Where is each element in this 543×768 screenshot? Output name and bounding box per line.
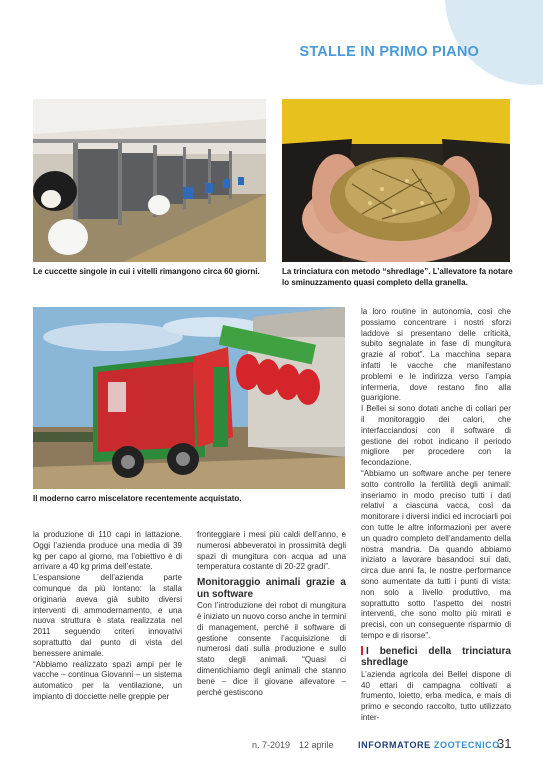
text-column-2 — [197, 530, 346, 698]
brand-informatore: INFORMATORE — [358, 740, 431, 750]
text-column-1 — [33, 530, 182, 703]
paragraph: la loro routine in autonomia, così che possiamo concentrare i nostri sforzi laddove si presentano delle criticità, subito segnalate in fase di mungitura grazie al robot”. La macchina separa infatti le vacche che manifestano problemi e le indirizza verso l’ampia infermeria, dove restano fino alla guarigione. — [361, 307, 511, 403]
brand-zootecnico: ZOOTECNICO — [433, 740, 500, 750]
decorative-circle — [445, 0, 543, 85]
subheading-benefici-text: I benefici della trinciatura shredlage — [361, 645, 511, 669]
subheading-benefici — [361, 646, 511, 669]
paragraph: Con l’introduzione dei robot di mungitura è iniziato un nuovo corso anche in termini di management, perché il software di gestione consente l’acquisizione di numerosi dati sulla produzione e sullo stato degli animali. “Quasi ci dimentichiamo degli animali che stanno bene – dice il giovane allevatore – perché gestiscono — [197, 601, 346, 697]
subheading-monitoraggio: Monitoraggio animali grazie a un software — [197, 577, 346, 600]
section-title: STALLE IN PRIMO PIANO — [299, 44, 479, 60]
paragraph: L’espansione dell’azienda parte comunque da più lontano: la stalla originaria aveva già subito diversi interventi di ammodernamento, e una nuova struttura è stata realizzata nel 2011 seguendo criteri innovativi soprattutto dal punto di vista del benessere animale. — [33, 573, 182, 658]
text-column-3 — [361, 307, 511, 724]
paragraph: “Abbiamo realizzato spazi ampi per le vacche – continua Giovanni – un sistema automatico per la ventilazione, un impianto di docciette nelle greppie per — [33, 659, 182, 701]
paragraph: la produzione di 110 capi in lattazione. Oggi l’azienda produce una media di 39 kg per capo al giorno, ma l’obiettivo è di arrivare a 40 kg prima dell’estate. — [33, 530, 182, 572]
caption-mixer-wagon: Il moderno carro miscelatore recentemente acquistato. — [33, 494, 242, 503]
page-number: 31 — [497, 736, 512, 751]
paragraph: I Bellei si sono dotati anche di collari per il monitoraggio dei calori, che interfacciandosi con il software di gestione dei robot indicano il periodo migliore per procedere con la fecondazione. — [361, 404, 511, 468]
footer-brand — [358, 740, 500, 750]
paragraph: L’azienda agricola dei Bellei dispone di 40 ettari di campagna coltivati a frumento, loietto, erba medica, e mais di primo e secondo raccolto, tutto utilizzato inter- — [361, 669, 511, 722]
accent-bar — [361, 646, 363, 655]
footer-date: 12 aprile — [299, 740, 334, 750]
caption-silage: La trinciatura con metodo “shredlage”. L’allevatore fa notare lo sminuzzamento quasi completo della granella. — [282, 267, 513, 287]
paragraph: fronteggiare i mesi più caldi dell’anno, e numerosi abbeveratoi in prossimità degli spazi di mungitura con acqua ad una temperatura costante di 20-22 gradi”. — [197, 530, 346, 572]
photo-silage — [282, 99, 510, 262]
photo-mixer-wagon — [33, 307, 345, 489]
paragraph: “Abbiamo un software anche per tenere sotto controllo la fertilità degli animali: inseriamo in modo preciso tutti i dati relativi a ciascuna vacca, così da monitorare i diversi indici ed incrociarli poi con tutte le altre informazioni per avere un quadro completo dell’andamento della nostra mandria. Da quando abbiamo iniziato a lavorare basandoci sui dati, circa due anni fa, le nostre performance sono aumentate da tutti i punti di vista: non solo a livello produttivo, ma soprattutto sotto l’aspetto dei nostri interventi, che sono molto più mirati e precisi, con un conseguente risparmio di tempo e di risorse”. — [361, 468, 511, 640]
photo-calves — [33, 99, 266, 262]
caption-calves: Le cuccette singole in cui i vitelli rimangono circa 60 giorni. — [33, 267, 260, 276]
footer-issue: n. 7-2019 — [252, 740, 291, 750]
